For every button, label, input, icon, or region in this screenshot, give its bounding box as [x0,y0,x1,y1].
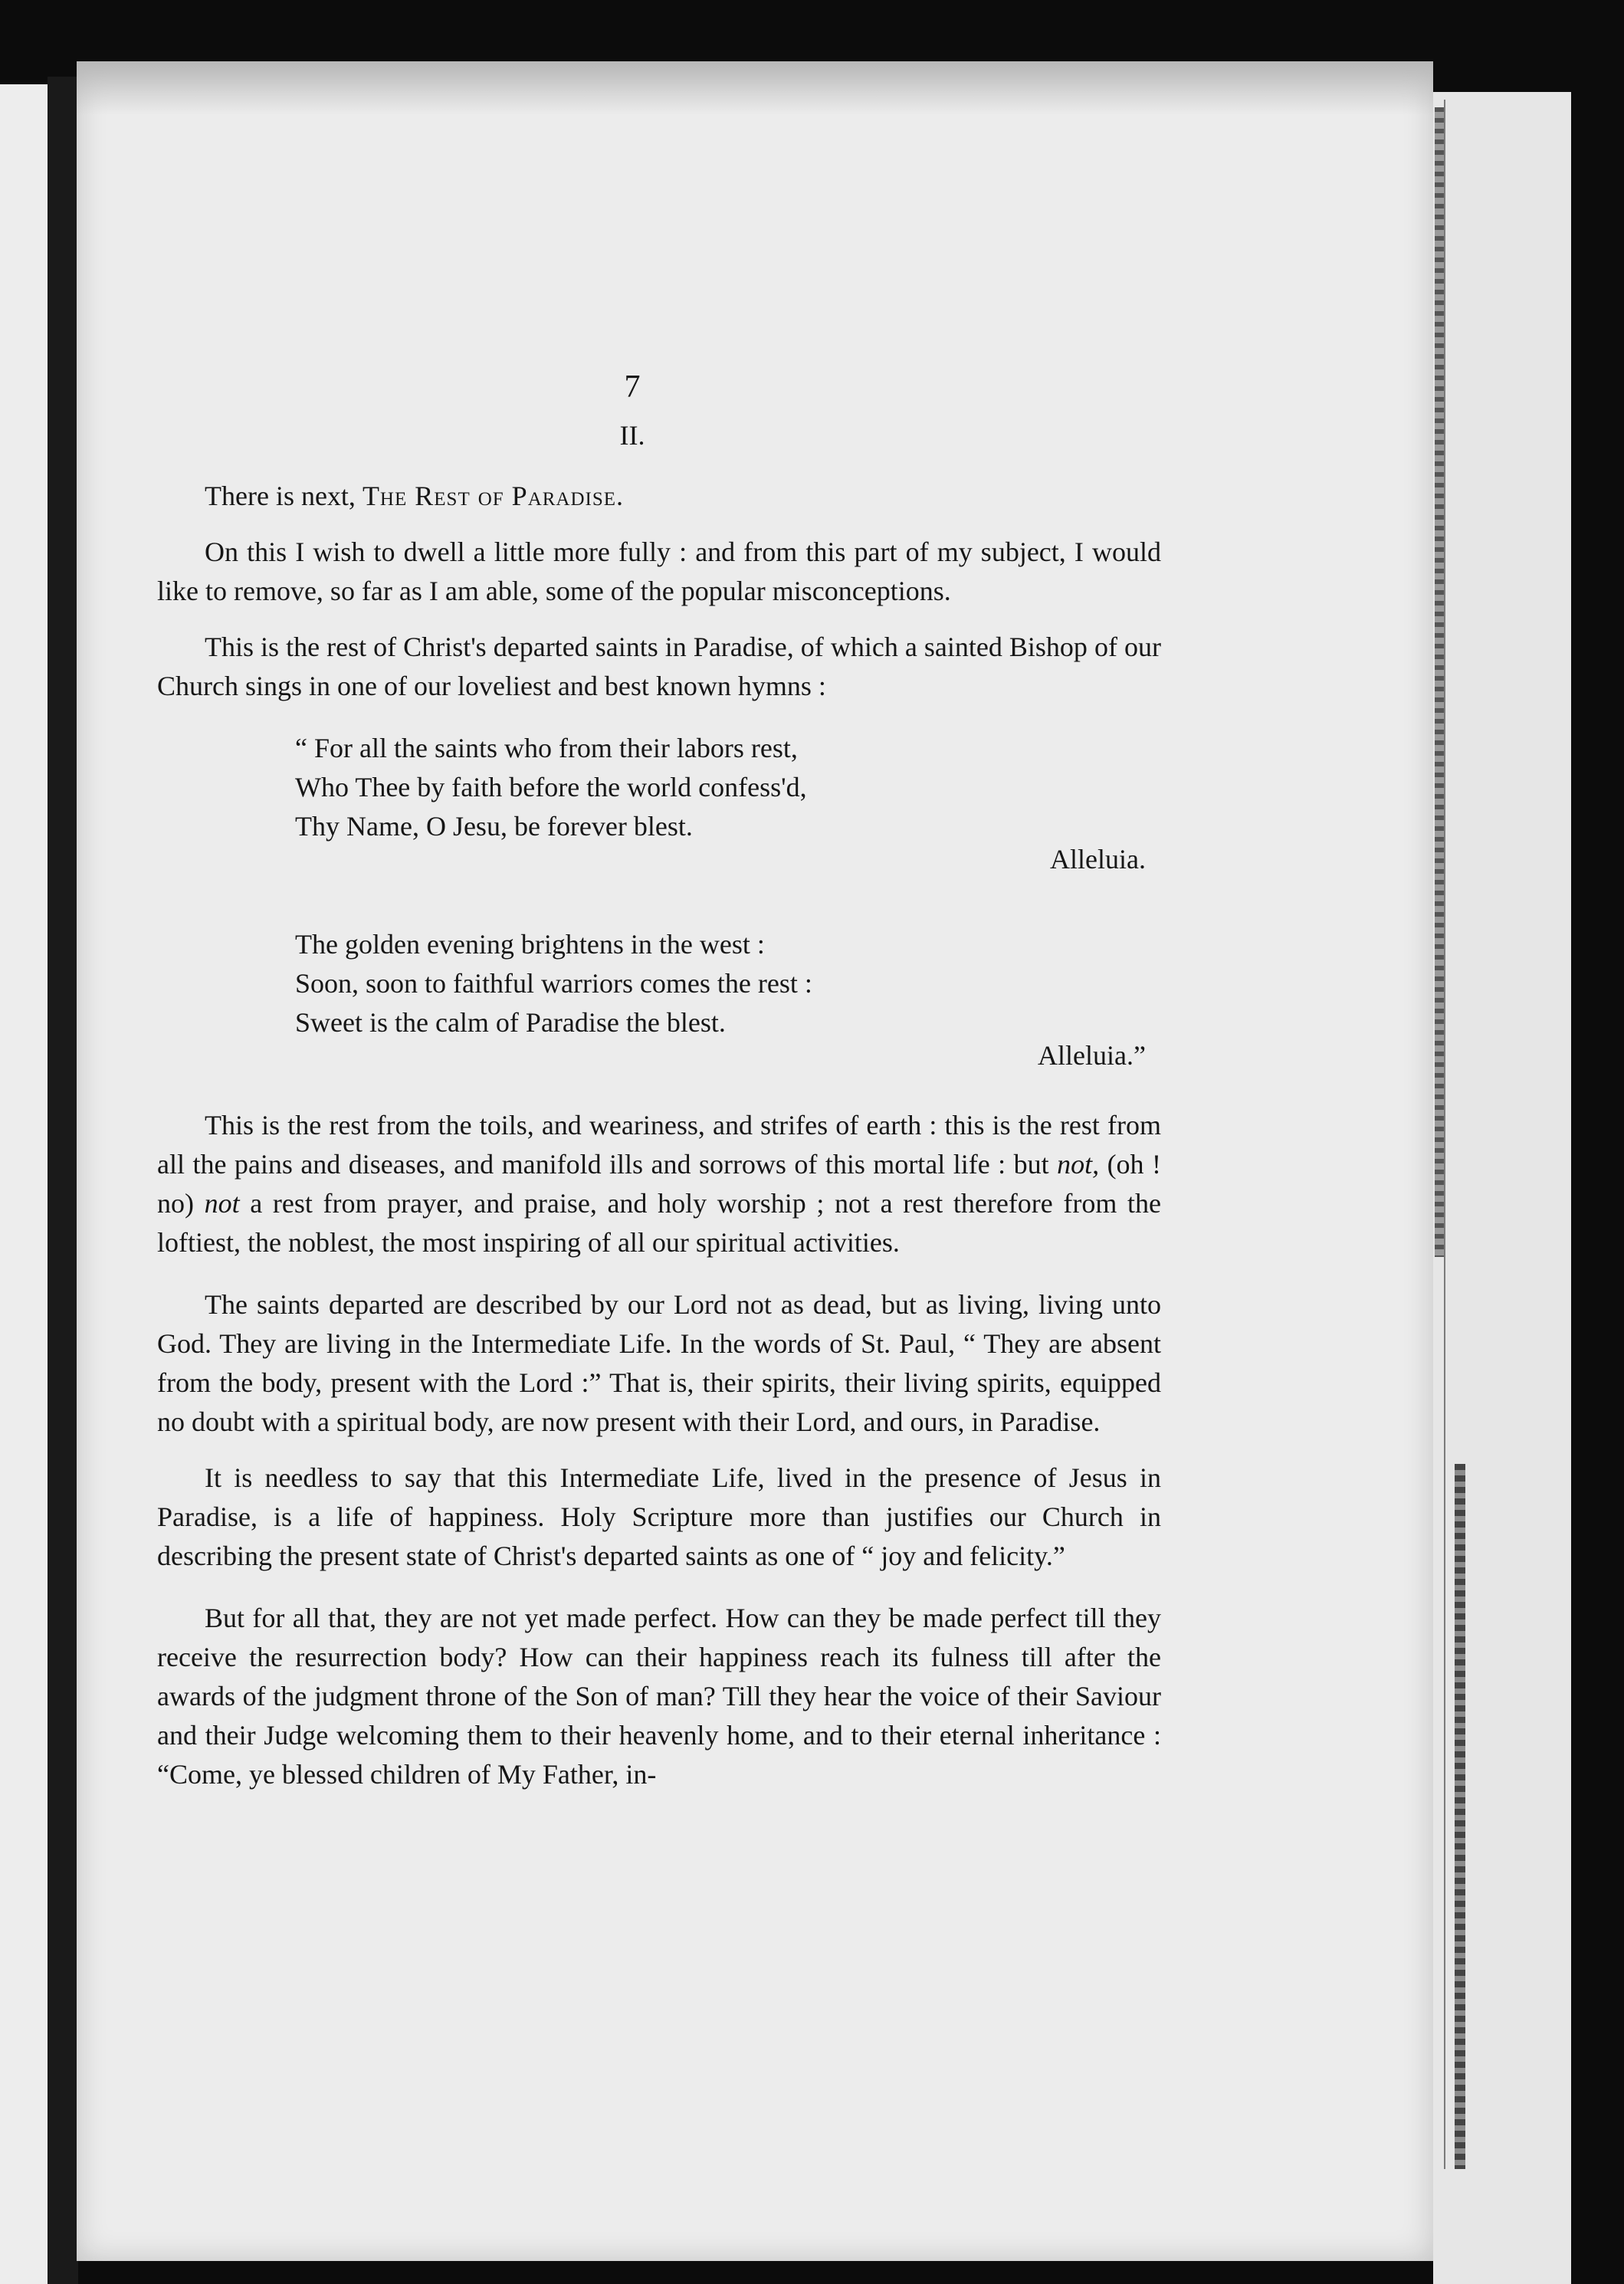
page-stack-edge-upper [1435,107,1444,1257]
page-text [157,368,1161,1811]
paragraph-text: This is the rest from the toils, and weariness, and strifes of earth : this is the rest from all the pains and diseases, and manifold ills and sorrows of this mortal life : but [157,1110,1161,1180]
paragraph-intermediate-life: It is needless to say that this Intermediate Life, lived in the presence of Jesus in Paradise, is a life of happiness. Holy Scripture more than justifies our Church in describing the present state of Christ's departed saints as one of “ joy and felicity.” [157,1462,1161,1571]
hymn-line: The golden evening brightens in the west : [295,929,765,960]
intro-paragraph [157,477,1161,516]
hymn-line: Thy Name, O Jesu, be forever blest. [295,811,693,842]
hymn-refrain: Alleluia.” [1038,1040,1146,1071]
paragraph-text: (oh ! no) [157,1149,1161,1219]
section-heading: II. [619,420,645,451]
stanza-divider [295,879,1161,925]
book-spine [48,77,78,2284]
paragraph-not-yet-perfect: But for all that, they are not yet made perfect. How can they be made perfect till they receive the resurrection body? How can their happiness reach its fulness till after the awards of the judgment throne of the Son of man? Till they hear the voice of their Saviour and their Judge welcoming them to their heavenly home, and to their eternal inheritance : “Come, ye blessed children of My Father, in- [157,1603,1161,1790]
hymn-line: Soon, soon to faithful warriors comes the rest : [295,968,812,999]
paragraph-text: a rest from prayer, and praise, and holy worship ; not a rest therefore from the loftiest, the noblest, the most inspiring of all our spiritual activities. [157,1188,1161,1258]
intro-text: There is next, [205,481,363,511]
paragraph-misconceptions: On this I wish to dwell a little more fully : and from this part of my subject, I would like to remove, so far as I am able, some of the popular misconceptions. [157,537,1161,606]
section-title: The Rest of Paradise. [362,481,625,511]
hymn-line: Who Thee by faith before the world confess'd, [295,772,807,802]
emphasis-not: not, [1057,1149,1100,1180]
hymn-quotation [157,729,1161,1075]
paragraph-saints-living: The saints departed are described by our Lord not as dead, but as living, living unto God. They are living in the Intermediate Life. In the words of St. Paul, “ They are absent from the body, present with the Lord :” That is, their spirits, their living spirits, equipped no doubt with a spiritual body, are now present with their Lord, and ours, in Paradise. [157,1289,1161,1437]
hymn-line: Sweet is the calm of Paradise the blest. [295,1007,726,1038]
previous-page-edge [0,84,48,2284]
hymn-refrain: Alleluia. [1050,844,1146,875]
next-leaf-edge [1433,92,1571,2284]
emphasis-not: not [204,1188,240,1219]
paragraph-rest-from-toils [157,1106,1161,1262]
hymn-line: “ For all the saints who from their labors rest, [295,733,798,763]
page-edge-line [1444,100,1445,2169]
page-number: 7 [624,369,641,405]
paragraph-hymn-intro: This is the rest of Christ's departed saints in Paradise, of which a sainted Bishop of our Church sings in one of our loveliest and best known hymns : [157,632,1161,701]
page-top-shadow [77,61,1433,115]
page-stack-edge-lower [1455,1464,1465,2169]
